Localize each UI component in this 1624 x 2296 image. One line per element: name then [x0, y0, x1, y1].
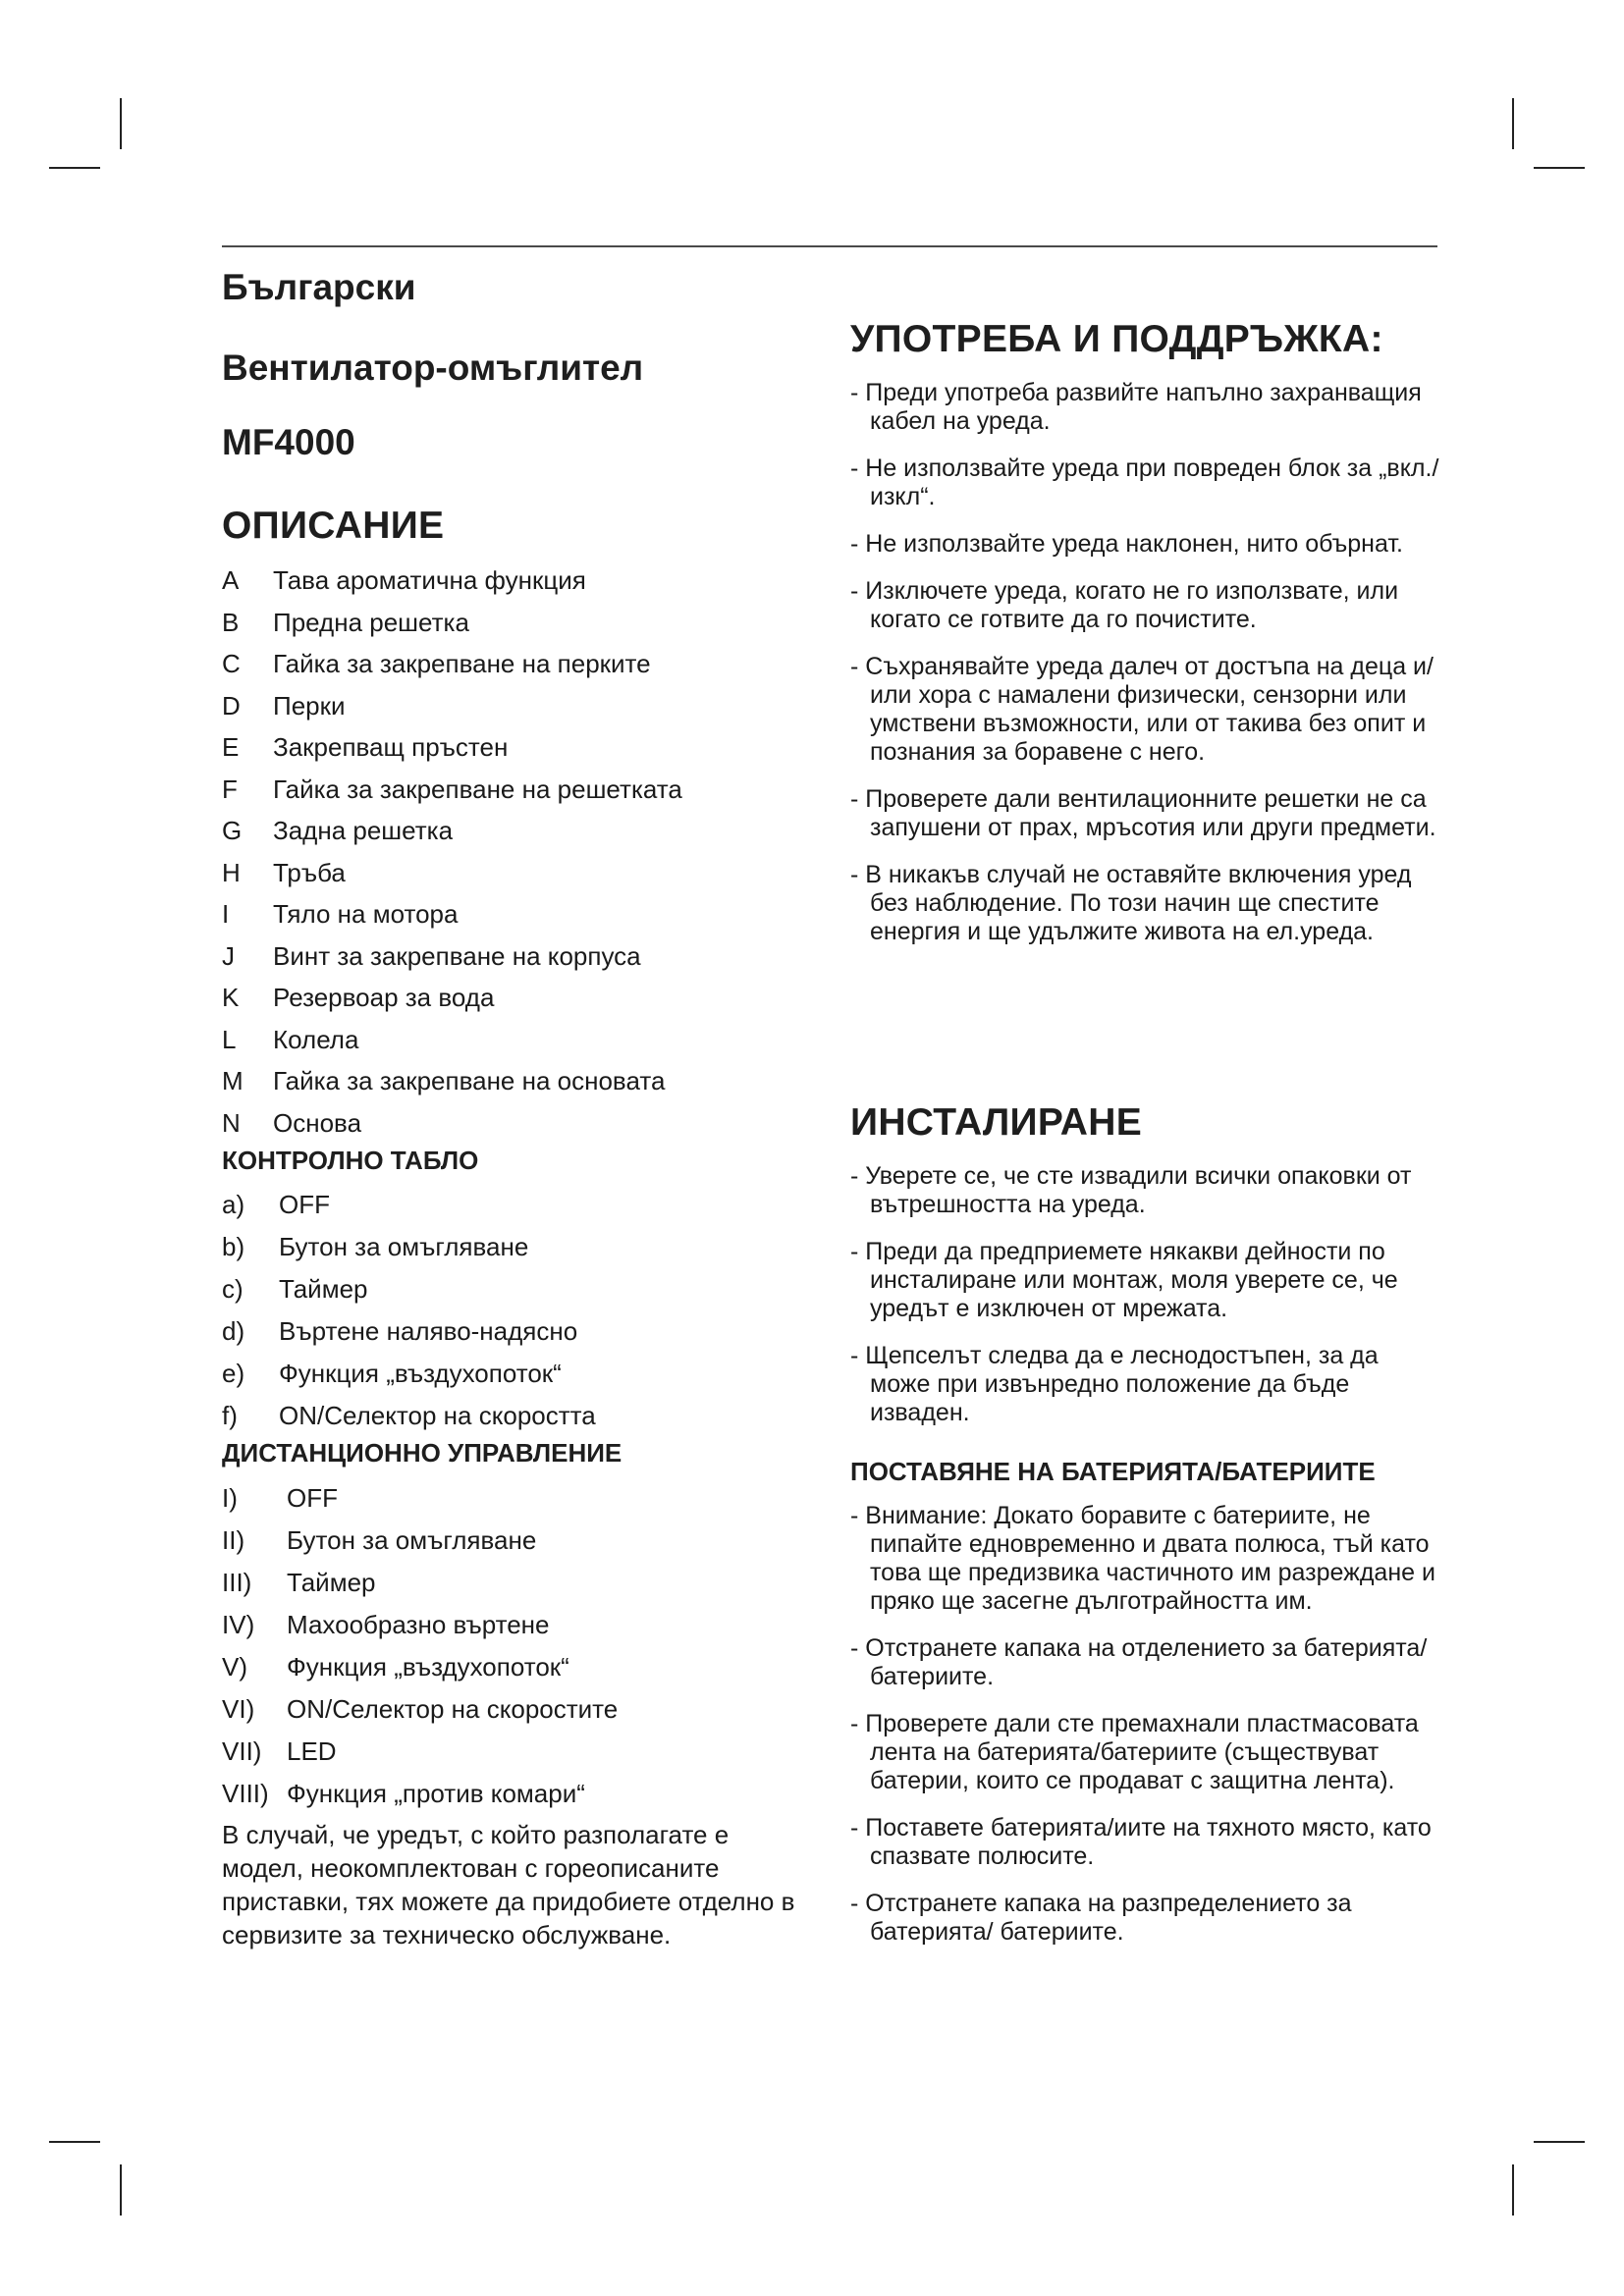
list-item: [222, 1731, 618, 1773]
list-item: [222, 1477, 618, 1520]
item-key: F: [222, 774, 238, 804]
item-key: VIII): [222, 1779, 269, 1808]
item-label: Функция „въздухопоток“: [279, 1359, 562, 1388]
item-key: II): [222, 1525, 245, 1555]
header-rule: [222, 245, 1437, 247]
item-key: K: [222, 983, 240, 1012]
item-label: Предна решетка: [273, 607, 469, 637]
item-label: Таймер: [279, 1274, 368, 1304]
list-item: [222, 1395, 596, 1437]
list-item: [222, 643, 682, 685]
language-title: Български: [222, 267, 416, 307]
item-key: A: [222, 565, 240, 595]
list-item: - Изключете уреда, когато не го използвате, или когато се готвите да го почистите.: [850, 577, 1439, 634]
list-item: - Уверете се, че сте извадили всички опаковки от вътрешността на уреда.: [850, 1162, 1439, 1219]
item-label: Резервоар за вода: [273, 983, 495, 1012]
list-item: [222, 1184, 596, 1226]
item-key: IV): [222, 1610, 255, 1639]
list-item: - Не използвайте уреда наклонен, нито обърнат.: [850, 530, 1439, 559]
list-item: [222, 810, 682, 852]
item-label: Гайка за закрепване на решетката: [273, 774, 682, 804]
item-key: H: [222, 857, 241, 887]
list-item: - Поставете батерията/иите на тяхното място, като спазвате полюсите.: [850, 1814, 1439, 1871]
crop-mark-bottom-right-horizontal: [1534, 2141, 1585, 2143]
item-label: Въртене наляво-надясно: [279, 1316, 578, 1346]
list-item: - Преди да предприемете някакви дейности по инсталиране или монтаж, моля уверете се, че уредът е изключен от мрежата.: [850, 1238, 1439, 1323]
item-key: a): [222, 1190, 245, 1219]
item-label: Задна решетка: [273, 816, 454, 845]
list-item: - Преди употреба развийте напълно захранващия кабел на уреда.: [850, 379, 1439, 436]
crop-mark-bottom-left-horizontal: [49, 2141, 100, 2143]
item-key: G: [222, 816, 243, 845]
crop-mark-bottom-right-vertical: [1512, 2164, 1514, 2216]
list-item: [222, 560, 682, 602]
item-key: III): [222, 1568, 252, 1597]
remote-control-heading: ДИСТАНЦИОННО УПРАВЛЕНИЕ: [222, 1438, 623, 1468]
list-item: [222, 1226, 596, 1268]
list-item: [222, 893, 682, 935]
item-key: E: [222, 732, 240, 762]
crop-mark-bottom-left-vertical: [120, 2164, 122, 2216]
item-label: Тръба: [273, 857, 346, 887]
list-item: [222, 769, 682, 811]
item-label: Функция „против комари“: [287, 1779, 585, 1808]
usage-heading: УПОТРЕБА И ПОДДРЪЖКА:: [850, 318, 1383, 360]
list-item: [222, 977, 682, 1019]
item-label: Махообразно въртене: [287, 1610, 550, 1639]
item-label: Бутон за омъгляване: [287, 1525, 537, 1555]
crop-mark-top-left-vertical: [120, 98, 122, 149]
item-key: VI): [222, 1694, 255, 1724]
list-item: - Не използвайте уреда при повреден блок за „вкл./изкл“.: [850, 454, 1439, 511]
list-item: - Отстранете капака на разпределението за батерията/ батериите.: [850, 1890, 1439, 1947]
item-label: Гайка за закрепване на перките: [273, 649, 651, 678]
list-item: [222, 1019, 682, 1061]
item-key: N: [222, 1107, 241, 1138]
control-panel-heading: КОНТРОЛНО ТАБЛО: [222, 1146, 479, 1175]
list-item: [222, 726, 682, 769]
item-key: VII): [222, 1736, 262, 1766]
list-item: - Внимание: Докато боравите с батериите, не пипайте едновременно и двата полюса, тъй като това ще предизвика частичното им разреждане и пряко ще засегне дълготрайността им.: [850, 1502, 1439, 1616]
item-label: LED: [287, 1736, 337, 1766]
installation-heading: ИНСТАЛИРАНЕ: [850, 1101, 1143, 1144]
battery-heading: ПОСТАВЯНЕ НА БАТЕРИЯТА/БАТЕРИИТЕ: [850, 1457, 1376, 1486]
list-item: [222, 685, 682, 727]
list-item: [222, 1646, 618, 1688]
model-title: MF4000: [222, 422, 355, 462]
list-item: - Отстранете капака на отделението за батерията/ батериите.: [850, 1634, 1439, 1691]
list-item: [222, 1773, 618, 1815]
item-label: OFF: [279, 1190, 330, 1219]
control-panel-list: [222, 1184, 596, 1437]
item-label: ON/Селектор на скоростта: [279, 1401, 596, 1430]
item-key: B: [222, 607, 240, 637]
item-label: Тава ароматична функция: [273, 565, 586, 595]
parts-list: [222, 560, 682, 1144]
list-item: [222, 1520, 618, 1562]
item-label: Винт за закрепване на корпуса: [273, 940, 641, 971]
crop-mark-top-right-vertical: [1512, 98, 1514, 149]
item-label: Функция „въздухопоток“: [287, 1652, 569, 1682]
item-key: I: [222, 899, 230, 929]
list-item: [222, 852, 682, 894]
item-label: Тяло на мотора: [273, 899, 459, 929]
usage-list: [850, 379, 1439, 965]
list-item: [222, 935, 682, 978]
list-item: [222, 1102, 682, 1145]
item-key: c): [222, 1274, 244, 1304]
list-item: [222, 1688, 618, 1731]
list-item: [222, 1604, 618, 1646]
item-label: ON/Селектор на скоростите: [287, 1694, 619, 1724]
remote-control-list: [222, 1477, 618, 1815]
item-key: L: [222, 1024, 237, 1054]
item-key: b): [222, 1232, 245, 1261]
list-item: [222, 1310, 596, 1353]
list-item: - Проверете дали сте премахнали пластмасовата лента на батерията/батериите (съществуват батерии, които се продават с защитна лента).: [850, 1710, 1439, 1795]
item-key: e): [222, 1359, 245, 1388]
crop-mark-top-right-horizontal: [1534, 167, 1585, 169]
list-item: [222, 1353, 596, 1395]
crop-mark-top-left-horizontal: [49, 167, 100, 169]
description-heading: ОПИСАНИЕ: [222, 505, 445, 547]
item-label: OFF: [287, 1483, 338, 1513]
item-label: Бутон за омъгляване: [279, 1232, 529, 1261]
list-item: - В никакъв случай не оставяйте включения уред без наблюдение. По този начин ще спестите енергия и ще удължите живота на ел.уреда.: [850, 861, 1439, 946]
item-key: V): [222, 1652, 247, 1682]
item-key: f): [222, 1401, 238, 1430]
list-item: - Съхранявайте уреда далеч от достъпа на деца и/или хора с намалени физически, сензорни или умствени възможности, или от такива без опит и познания за боравене с него.: [850, 653, 1439, 767]
item-label: Закрепващ пръстен: [273, 732, 509, 762]
battery-list: [850, 1502, 1439, 1965]
item-label: Таймер: [287, 1568, 376, 1597]
item-label: Гайка за закрепване на основата: [273, 1066, 666, 1095]
list-item: [222, 602, 682, 644]
product-title: Вентилатор-омъглител: [222, 347, 644, 388]
list-item: - Проверете дали вентилационните решетки не са запушени от прах, мръсотия или други предмети.: [850, 785, 1439, 842]
list-item: - Щепселът следва да е леснодостъпен, за да може при извънредно положение да бъде изваден.: [850, 1342, 1439, 1427]
item-label: Колела: [273, 1024, 359, 1054]
list-item: [222, 1060, 682, 1102]
accessories-note: В случай, че уредът, с който разполагате е модел, неокомплектован с гореописаните приставки, тях можете да придобиете отделно в сервизите за техническо обслужване.: [222, 1820, 795, 1949]
item-key: d): [222, 1316, 245, 1346]
list-item: [222, 1562, 618, 1604]
item-key: J: [222, 940, 235, 971]
item-key: I): [222, 1483, 238, 1513]
item-label: Перки: [273, 690, 346, 721]
item-key: M: [222, 1066, 244, 1095]
item-key: C: [222, 649, 241, 678]
list-item: [222, 1268, 596, 1310]
item-label: Основа: [273, 1107, 362, 1138]
installation-list: [850, 1162, 1439, 1446]
item-key: D: [222, 690, 241, 721]
